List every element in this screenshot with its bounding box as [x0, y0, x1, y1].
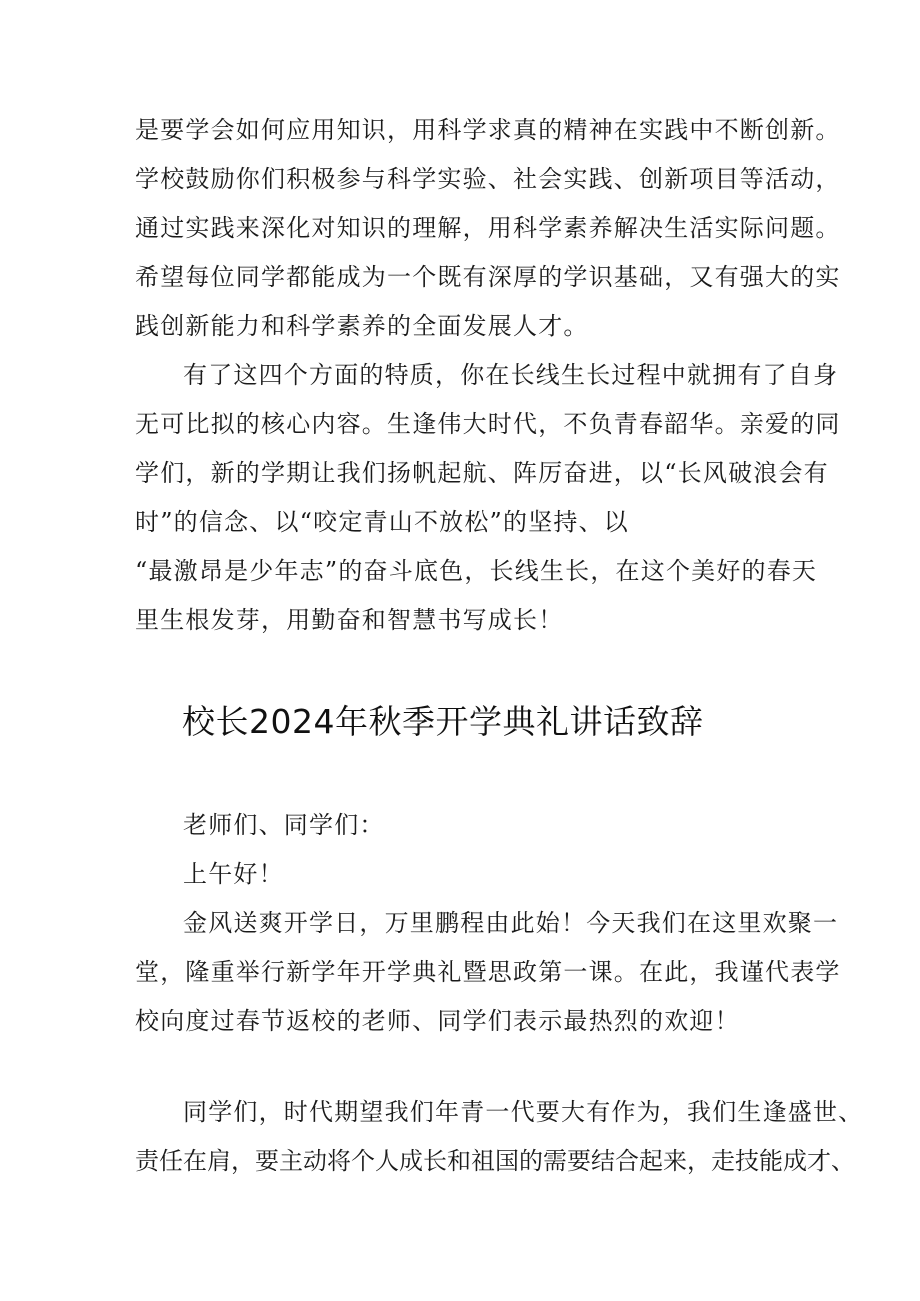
paragraph-line: 希望每位同学都能成为一个既有深厚的学识基础，又有强大的实 [135, 263, 841, 291]
paragraph-line: 校向度过春节返校的老师、同学们表示最热烈的欢迎！ [135, 1007, 740, 1035]
paragraph-line: 里生根发芽，用勤奋和智慧书写成长！ [135, 606, 564, 634]
salutation: 老师们、同学们： [183, 811, 385, 839]
paragraph-line: 责任在肩，要主动将个人成长和祖国的需要结合起来，走技能成才、 [135, 1147, 855, 1175]
paragraph-line: 学校鼓励你们积极参与科学实验、社会实践、创新项目等活动， [135, 165, 841, 193]
paragraph-line: 学们，新的学期让我们扬帆起航、阵厉奋进，以“长风破浪会有 [135, 459, 829, 487]
document-title: 校长2024年秋季开学典礼讲话致辞 [182, 702, 704, 741]
greeting-hello: 上午好！ [183, 860, 284, 888]
paragraph-line: “最激昂是少年志”的奋斗底色，长线生长，在这个美好的春天 [135, 557, 818, 585]
paragraph-line: 同学们，时代期望我们年青一代要大有作为，我们生逢盛世、 [183, 1098, 864, 1126]
paragraph-line: 金风送爽开学日，万里鹏程由此始！今天我们在这里欢聚一 [183, 909, 839, 937]
paragraph-line: 时”的信念、以“咬定青山不放松”的坚持、以 [135, 508, 630, 536]
paragraph-line: 无可比拟的核心内容。生逢伟大时代，不负青春韶华。亲爱的同 [135, 410, 841, 438]
paragraph-line: 通过实践来深化对知识的理解，用科学素养解决生活实际问题。 [135, 214, 841, 242]
paragraph-line: 践创新能力和科学素养的全面发展人才。 [135, 312, 589, 340]
paragraph-line: 是要学会如何应用知识，用科学求真的精神在实践中不断创新。 [135, 116, 841, 144]
paragraph-line: 有了这四个方面的特质，你在长线生长过程中就拥有了自身 [183, 361, 839, 389]
paragraph-line: 堂，隆重举行新学年开学典礼暨思政第一课。在此，我谨代表学 [135, 958, 841, 986]
